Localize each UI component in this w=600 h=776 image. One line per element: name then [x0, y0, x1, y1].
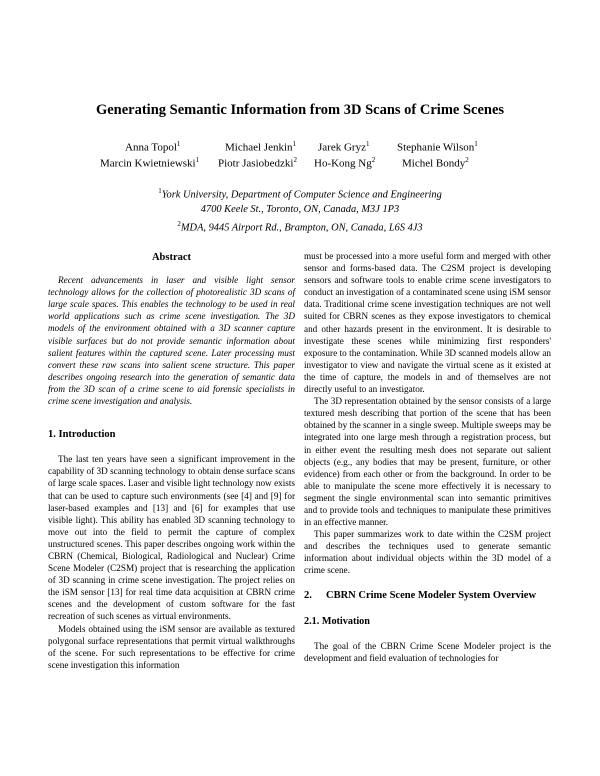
author-name: Stephanie Wilson$^1$	[397, 140, 478, 154]
section-heading-introduction: 1. Introduction	[48, 429, 116, 441]
body-paragraph: The 3D representation obtained by the sensor consists of a large textured mesh describing that portion of the scene that has been obtained by the scanner in a single sweep. Multiple sweeps may be integrated into one large mesh through a registration process, but in either event the resulting mesh does not separate out salient objects (e.g., any bodies that may be present, furniture, or other evidence) from each other or from the background. In order to be able to manipulate the scene more effectively it is necessary to segment the single environmental scan into semantic primitives and to provide tools and techniques to manipulate these primitives in an effective manner.	[304, 396, 551, 528]
author-row-1	[70, 140, 530, 156]
body-paragraph: must be processed into a more useful form and merged with other sensor and forms-based data. The C2SM project is developing sensors and software tools to enable crime scene investigators to conduct an investigation of a contaminated scene using iSM sensor data. Traditional crime scene investigation techniques are not well suited for CBRN scenes as they expose investigators to chemical and other hazards present in the environment. It is desirable to investigate these scenes while minimizing first responders' exposure to the contamination. While 3D scanned models allow an investigator to view and navigate the virtual scene as it existed at the time of capture, the models in and of themselves are not directly useful to an investigator.	[304, 251, 551, 395]
author-list	[70, 140, 530, 172]
left-column	[48, 252, 295, 671]
subsection-heading-motivation: 2.1. Motivation	[304, 615, 370, 627]
section-heading-system-overview	[304, 589, 551, 602]
affiliation-1-address: 4700 Keele St., Toronto, ON, Canada, M3J 1P3	[200, 203, 400, 215]
affiliation-2: $^2$MDA, 9445 Airport Rd., Brampton, ON, Canada, L6S 4J3	[177, 220, 423, 234]
author-name: Michael Jenkin$^1$	[225, 140, 297, 154]
author-name: Anna Topol$^1$	[125, 140, 181, 154]
author-name: Jarek Gryz$^1$	[318, 140, 370, 154]
abstract-heading: Abstract	[151, 252, 192, 263]
paper-title: Generating Semantic Information from 3D Scans of Crime Scenes	[95, 102, 505, 118]
author-name: Ho-Kong Ng$^2$	[314, 156, 376, 170]
author-name: Marcin Kwietniewski$^1$	[100, 156, 200, 170]
body-paragraph: The goal of the CBRN Crime Scene Modeler project is the development and field evaluation of technologies for	[304, 640, 551, 663]
author-row-2	[70, 156, 530, 172]
abstract-text: Recent advancements in laser and visible light sensor technology allows for the collection of photorealistic 3D scans of large scale spaces. This enables the technology to be used in real world applications such as crime scene investigation. The 3D models of the environment obtained with a 3D scanner capture visible surfaces but do not provide semantic information about salient features within the captured scene. Later processing must convert these raw scans into salient scene structure. This paper describes ongoing research into the generation of semantic data from the 3D scan of a crime scene to aid forensic specialists in crime scene investigation and analysis.	[48, 275, 295, 407]
body-paragraph: The last ten years have seen a significant improvement in the capability of 3D scanning technology to obtain dense surface scans of large scale spaces. Laser and visible light technology now exists that can be used to capture such environments (see [4] and [9] for laser-based examples and [13] and [6] for examples that use visible light). This ability has enabled 3D scanning technology to move out into the field to permit the capture of complex unstructured scenes. This paper describes ongoing work within the CBRN (Chemical, Biological, Radiological and Nuclear) Crime Scene Modeler (C2SM) project that is researching the application of 3D scanning in crime scene investigation. The project relies on the iSM sensor [13] for real time data acquisition at CBRN crime scenes and the development of custom software for the fast recreation of such scenes as virtual environments.	[48, 454, 295, 622]
section-number: 2.	[304, 589, 312, 601]
author-name: Piotr Jasiobedzki$^2$	[218, 156, 297, 170]
body-paragraph: Models obtained using the iSM sensor are available as textured polygonal surface representations that permit virtual walkthroughs of the scene. For such representations to be effective for crime scene investigation this information	[48, 623, 295, 670]
affiliations	[0, 184, 600, 236]
affiliation-1: $^1$York University, Department of Computer Science and Engineering	[158, 187, 442, 201]
author-name: Michel Bondy$^2$	[402, 156, 469, 170]
body-paragraph: This paper summarizes work to date within the C2SM project and describes the techniques used to generate semantic information about individual objects within the 3D model of a crime scene.	[304, 529, 551, 576]
section-title: CBRN Crime Scene Modeler System Overview	[326, 589, 537, 601]
right-column	[304, 250, 551, 664]
